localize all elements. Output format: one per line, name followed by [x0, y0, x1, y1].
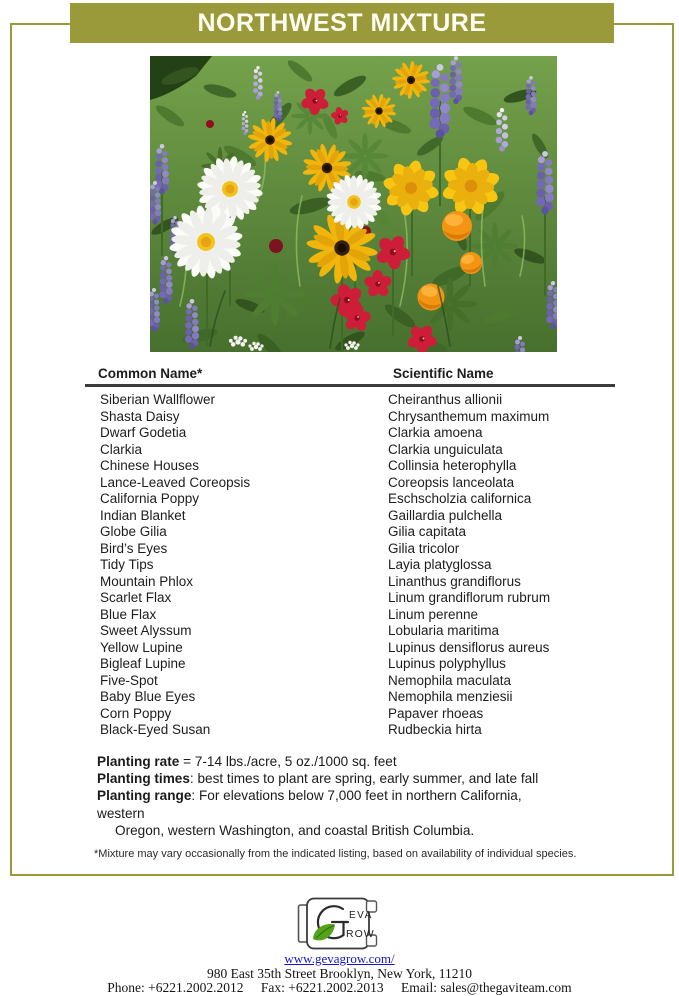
table-row [85, 689, 615, 706]
table-row [85, 590, 615, 607]
planting-range-text: : For elevations below 7,000 feet in northern California, [191, 788, 522, 804]
species-table-header [85, 364, 615, 387]
common-name-cell: Chinese Houses [100, 458, 200, 473]
scientific-name-cell: Collinsia heterophylla [388, 458, 517, 473]
phone-text: Phone: +6221.2002.2012 [107, 980, 244, 995]
scientific-name-cell: Nemophila menziesii [388, 689, 513, 704]
scientific-name-cell: Lobularia maritima [388, 623, 500, 638]
planting-times-label: Planting times [97, 771, 190, 787]
planting-rate-line [97, 753, 622, 770]
address-line: 980 East 35th Street Brooklyn, New York, 11210 [207, 966, 472, 981]
table-row [85, 508, 615, 525]
table-row [85, 673, 615, 690]
common-name-cell: Tidy Tips [100, 557, 154, 572]
planting-rate-label: Planting rate [97, 754, 180, 769]
common-name-cell: Sweet Alyssum [100, 623, 192, 638]
website-line [0, 951, 679, 967]
scientific-name-cell: Eschscholzia californica [388, 491, 532, 506]
wildflower-photo-illustration [150, 56, 557, 352]
scientific-name-cell: Cheiranthus allionii [388, 392, 503, 407]
table-row [85, 656, 615, 673]
email-text: Email: sales@thegaviteam.com [401, 980, 572, 995]
scientific-name-cell: Coreopsis lanceolata [388, 474, 515, 490]
logo-text-eva: EVA [349, 910, 373, 921]
scientific-name-cell: Lupinus polyphyllus [388, 656, 506, 671]
website-link[interactable]: www.gevagrow.com/ [284, 951, 395, 966]
scientific-name-cell: Linum grandiflorum rubrum [388, 590, 551, 605]
mixture-disclaimer: *Mixture may vary occasionally from the indicated listing, based on availability of individual species. [94, 848, 577, 860]
common-name-cell: Black-Eyed Susan [100, 722, 211, 737]
page-title: NORTHWEST MIXTURE [197, 9, 487, 37]
scientific-name-cell: Papaver rhoeas [388, 705, 484, 721]
logo-text-row: ROW [346, 928, 375, 940]
table-row [85, 557, 615, 574]
common-name-cell: Shasta Daisy [100, 408, 180, 424]
scientific-name-cell: Linanthus grandiflorus [388, 573, 521, 589]
scientific-name-cell: Gilia tricolor [388, 540, 460, 556]
common-name-cell: California Poppy [100, 491, 200, 506]
table-row [85, 607, 615, 624]
table-row [85, 475, 615, 492]
scientific-name-cell: Gaillardia pulchella [388, 507, 503, 523]
table-row [85, 574, 615, 591]
fax-text: Fax: +6221.2002.2013 [260, 980, 384, 995]
common-name-cell: Five-Spot [100, 672, 158, 688]
common-name-cell: Bigleaf Lupine [100, 656, 186, 671]
table-row [85, 409, 615, 426]
table-row [85, 706, 615, 723]
common-name-cell: Blue Flax [100, 606, 157, 622]
table-row [85, 392, 615, 409]
scientific-name-cell: Layia platyglossa [388, 557, 492, 572]
scientific-name-cell: Clarkia amoena [388, 425, 483, 440]
table-row [85, 640, 615, 657]
common-name-cell: Clarkia [100, 441, 143, 457]
planting-range-label: Planting range [97, 788, 192, 804]
table-row [85, 491, 615, 508]
planting-range-line [97, 787, 622, 804]
planting-rate-text: = 7-14 lbs./acre, 5 oz./1000 sq. feet [179, 754, 397, 769]
common-name-cell: Corn Poppy [100, 705, 172, 721]
geva-grow-logo-icon [293, 894, 385, 952]
geva-grow-logo [293, 894, 385, 957]
contact-line [0, 980, 679, 996]
common-name-cell: Lance-Leaved Coreopsis [100, 474, 251, 490]
table-row [85, 623, 615, 640]
planting-info [97, 753, 622, 839]
common-name-cell: Bird’s Eyes [100, 540, 168, 556]
table-row [85, 442, 615, 459]
scientific-name-column-header: Scientific Name [393, 366, 494, 381]
common-name-cell: Indian Blanket [100, 507, 186, 523]
scientific-name-cell: Lupinus densiflorus aureus [388, 639, 550, 655]
table-row [85, 541, 615, 558]
planting-times-text: : best times to plant are spring, early summer, and late fall [189, 771, 539, 787]
common-name-cell: Mountain Phlox [100, 573, 194, 589]
table-row [85, 458, 615, 475]
scientific-name-cell: Rudbeckia hirta [388, 722, 482, 737]
common-name-cell: Baby Blue Eyes [100, 689, 196, 704]
wildflower-photo [150, 56, 557, 352]
table-row [85, 425, 615, 442]
table-row [85, 524, 615, 541]
common-name-column-header: Common Name* [98, 366, 203, 381]
common-name-cell: Siberian Wallflower [100, 392, 216, 407]
scientific-name-cell: Clarkia unguiculata [388, 441, 503, 457]
planting-times-line [97, 770, 622, 787]
species-table [85, 392, 615, 739]
common-name-cell: Dwarf Godetia [100, 425, 187, 440]
common-name-cell: Yellow Lupine [100, 639, 183, 655]
scientific-name-cell: Linum perenne [388, 606, 479, 622]
common-name-cell: Scarlet Flax [100, 590, 172, 605]
scientific-name-cell: Gilia capitata [388, 524, 467, 539]
table-row [85, 722, 615, 739]
title-banner [70, 3, 614, 43]
planting-range-cont2: Oregon, western Washington, and coastal British Columbia. [115, 822, 475, 838]
scientific-name-cell: Nemophila maculata [388, 672, 512, 688]
planting-range-cont1: western [97, 805, 145, 821]
scientific-name-cell: Chrysanthemum maximum [388, 408, 550, 424]
common-name-cell: Globe Gilia [100, 524, 167, 539]
